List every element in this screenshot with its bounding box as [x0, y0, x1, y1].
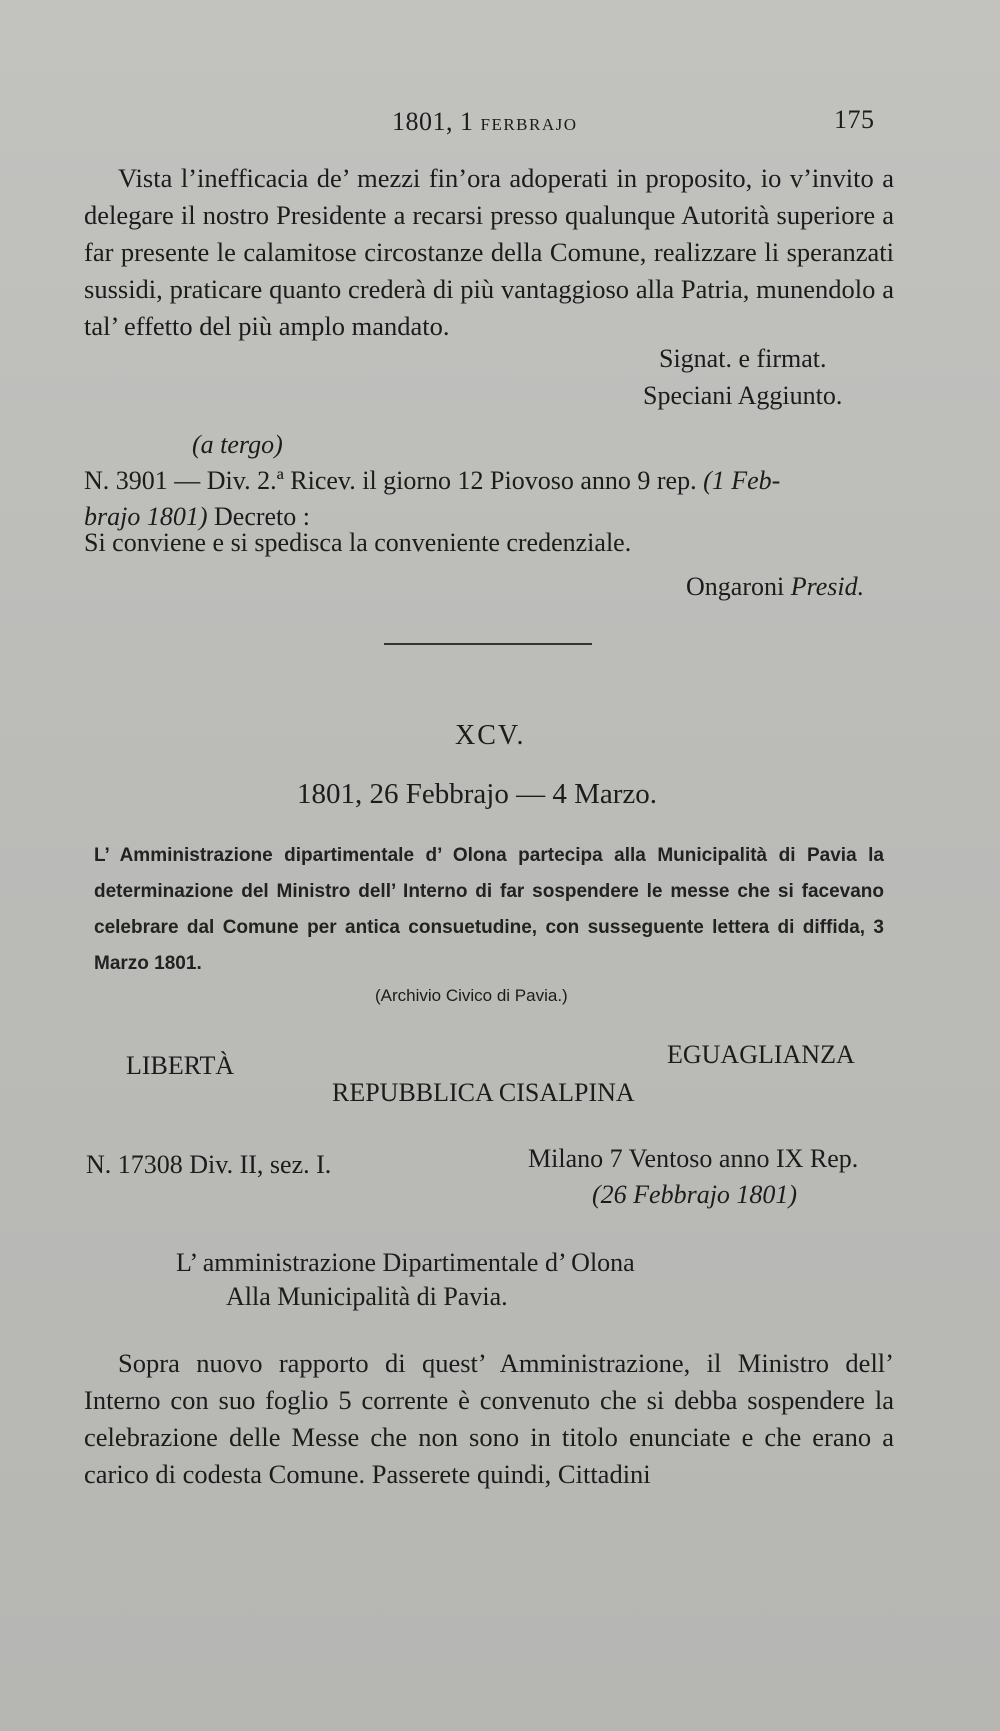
section-dates: 1801, 26 Febbrajo — 4 Marzo. — [297, 778, 658, 810]
address-to: Alla Municipalità di Pavia. — [226, 1282, 508, 1311]
endorsement-signer-title: Presid. — [790, 572, 865, 601]
endorsement-label: (a tergo) — [192, 430, 283, 459]
address-from: L’ amministrazione Dipartimentale d’ Olona — [176, 1248, 635, 1277]
running-head-date: 1801, 1 — [392, 107, 474, 136]
running-head-month: FERBRAJO — [480, 115, 578, 134]
signature-name: Speciani Aggiunto. — [643, 381, 843, 410]
endorsement-line — [84, 468, 780, 494]
running-head — [392, 107, 578, 137]
section-summary: L’ Amministrazione dipartimentale d’ Olona partecipa alla Municipalità di Pavia la determinazione del Ministro dell’ Interno di far sospendere le messe che si facevano celebrare dal Comune per antica consuetudine, con susseguente lettera di diffida, 3 Marzo 1801. — [94, 845, 884, 974]
letter-paragraph: Vista l’inefficacia de’ mezzi fin’ora adoperati in proposito, io v’invito a delegare il nostro Presidente a recarsi presso qualunque Autorità superiore a far presente le calamitose circostanze della Comune, realizzare li speranzati sussidi, praticare quanto crederà di più vantaggioso alla Patria, munendolo a tal’ effetto del più amplo mandato. — [84, 163, 894, 341]
endorsement-date-start: (1 Feb- — [703, 466, 781, 495]
republic-title: REPUBBLICA CISALPINA — [332, 1078, 635, 1107]
page-number: 175 — [834, 105, 875, 134]
section-number: XCV. — [455, 720, 526, 751]
date-conversion: (26 Febbrajo 1801) — [592, 1180, 798, 1209]
place-date: Milano 7 Ventoso anno IX Rep. — [528, 1144, 859, 1173]
archive-source: (Archivio Civico di Pavia.) — [375, 986, 568, 1005]
endorsement-line — [84, 504, 310, 530]
letter-paragraph: Sopra nuovo rapporto di quest’ Amministrazione, il Ministro dell’ Interno con suo foglio 5 corrente è convenuto che si debba sospendere la celebrazione delle Messe che non sono in titolo enunciate e che erano a carico di codesta Comune. Passerete quindi, Cittadini — [84, 1348, 894, 1489]
endorsement-signer: Ongaroni — [686, 572, 785, 601]
endorsement-signature — [686, 574, 864, 600]
motto-left: LIBERTÀ — [126, 1051, 235, 1080]
protocol-number: N. 17308 Div. II, sez. I. — [86, 1150, 332, 1179]
endorsement-decision: Si conviene e si spedisca la conveniente credenziale. — [84, 528, 632, 557]
signature-note: Signat. e firmat. — [659, 344, 827, 373]
section-separator — [384, 643, 592, 645]
endorsement-date-end: brajo 1801) — [84, 502, 208, 531]
motto-right: EGUAGLIANZA — [667, 1040, 855, 1069]
endorsement-decree: Decreto : — [214, 502, 311, 531]
endorsement-registry: N. 3901 — Div. 2.ª Ricev. il giorno 12 Piovoso anno 9 rep. — [84, 466, 697, 495]
